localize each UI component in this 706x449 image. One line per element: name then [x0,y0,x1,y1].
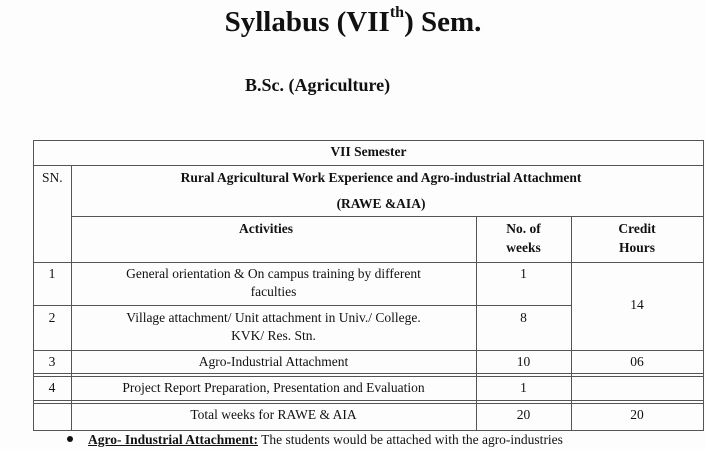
row-3-sn: 3 [48,354,56,369]
row-2-activity-line1: Village attachment/ Unit attachment in Univ./ College. [126,310,421,325]
total-credit: 20 [630,407,644,422]
weeks-header-line2: weeks [506,240,541,255]
program-abbreviation: (RAWE &AIA) [336,196,426,211]
row-2-weeks: 8 [520,310,527,325]
row-2-activity-line2: KVK/ Res. Stn. [231,328,316,343]
row-4-activity: Project Report Preparation, Presentation and Evaluation [122,380,425,395]
syllabus-table [33,140,706,441]
row-3-activity: Agro-Industrial Attachment [198,354,349,369]
table-border-top [33,140,704,141]
total-label: Total weeks for RAWE & AIA [190,407,357,422]
bullet-term: Agro- Industrial Attachment: [88,432,258,447]
row-2-sn: 2 [48,310,56,325]
table-rule [33,400,704,401]
weeks-header-line1: No. of [506,221,541,236]
page-title [0,2,706,42]
title-main: Syllabus (VII [224,6,390,38]
row-4-sn: 4 [48,380,56,395]
row-1-activity-line1: General orientation & On campus training by different [126,266,421,281]
table-rule [33,350,704,351]
bullet-paragraph [88,431,563,449]
table-rule [33,262,704,263]
degree-subtitle: B.Sc. (Agriculture) [245,75,391,95]
credit-header-line2: Hours [618,240,655,255]
table-rule [33,305,571,306]
table-border-right [703,140,704,431]
title-end: ) Sem. [404,6,482,38]
title-superscript: th [389,4,405,22]
sn-header: SN. [42,170,63,185]
semester-header: VII Semester [330,144,407,159]
bullet-text: The students would be attached with the agro-industries [258,432,563,447]
credit-header-line1: Credit [618,221,656,236]
row-1-sn: 1 [48,266,56,281]
table-rule [71,216,704,217]
table-rule [33,376,704,377]
table-rule [33,373,704,374]
row-1-weeks: 1 [520,266,527,281]
row-1-activity-line2: faculties [250,284,297,299]
row-3-weeks: 10 [516,354,531,369]
table-rule [33,165,704,166]
activities-header: Activities [239,221,293,236]
row-4-weeks: 1 [520,380,527,395]
program-title: Rural Agricultural Work Experience and Agro-industrial Attachment [180,170,582,185]
table-rule [33,403,704,404]
total-weeks: 20 [516,407,531,422]
row-3-credit: 06 [630,354,644,369]
rows-1-2-credit: 14 [630,297,644,312]
bullet-icon [67,436,73,442]
